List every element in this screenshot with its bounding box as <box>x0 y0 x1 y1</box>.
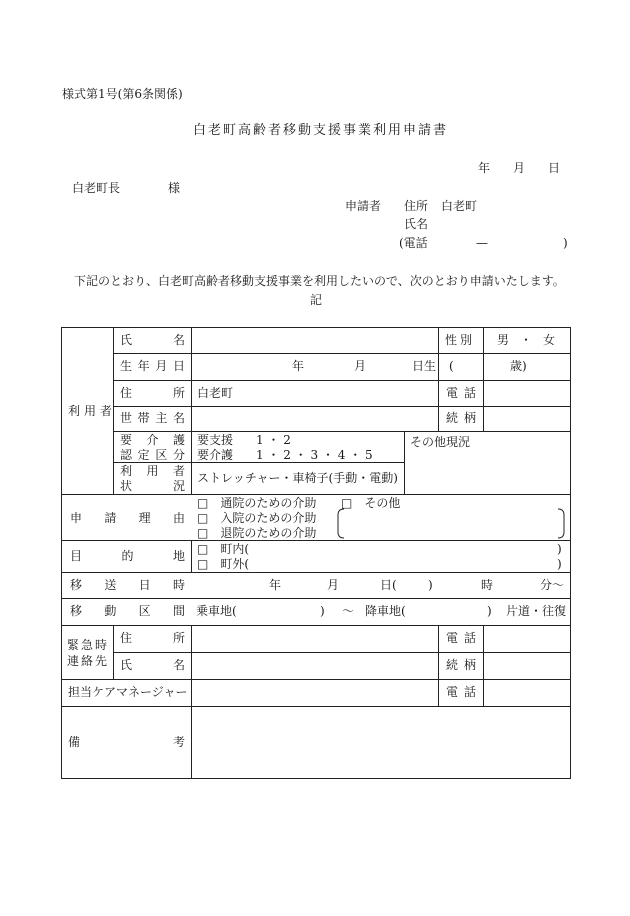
support-label: 要支援 <box>197 433 234 447</box>
care-cert-label-2: 認 定 区 分 <box>120 448 185 462</box>
emergency-contact-label-2: 連絡先 <box>67 654 110 668</box>
birthdate-label: 生 年 月 日 <box>120 359 185 373</box>
date-day: 日 <box>548 161 561 175</box>
remarks-field[interactable] <box>194 709 568 775</box>
applicant-address-label: 住所 <box>404 199 429 213</box>
household-head-label: 世 帯 主 名 <box>120 411 185 425</box>
care-level-label: 要介護 <box>197 448 234 462</box>
applicant-phone-dash: — <box>476 236 488 250</box>
ki-mark: 記 <box>310 293 323 307</box>
user-name-field[interactable] <box>194 330 436 351</box>
age-close: 歳) <box>510 359 527 373</box>
alighting-point[interactable]: 降車地( <box>365 604 406 618</box>
reason-other-bracket[interactable] <box>335 508 567 540</box>
usage-status-value[interactable]: ストレッチャー・車椅子(手動・電動) <box>197 471 398 485</box>
boarding-point[interactable]: 乗車地( <box>196 604 237 618</box>
support-levels[interactable]: 1 ・ 2 <box>256 433 291 447</box>
remarks-label: 備 考 <box>68 735 185 749</box>
reason-option-other[interactable]: □ その他 <box>341 496 401 510</box>
date-month: 月 <box>513 161 526 175</box>
reason-option-discharge[interactable]: □ 退院のための介助 <box>197 526 317 540</box>
document-title: 白老町高齢者移動支援事業利用申請書 <box>193 123 449 138</box>
other-status-label: その他現況 <box>410 435 471 449</box>
user-address-label: 住 所 <box>120 386 185 400</box>
transport-hour: 時 <box>481 578 494 592</box>
emergency-address-label: 住 所 <box>120 631 185 645</box>
addressee: 白老町長 <box>72 181 121 195</box>
addressee-honorific: 様 <box>168 181 181 195</box>
emergency-relation-label: 続 柄 <box>446 658 476 672</box>
date-year: 年 <box>478 161 491 175</box>
user-phone-label: 電 話 <box>446 386 476 400</box>
reason-option-outpatient[interactable]: □ 通院のための介助 <box>197 496 317 510</box>
applicant-phone-close: ) <box>563 236 568 250</box>
transport-dow-close: ) <box>428 578 433 592</box>
birth-year: 年 <box>292 359 305 373</box>
emergency-name-label: 氏 名 <box>120 658 185 672</box>
transport-day: 日( <box>380 578 397 592</box>
usage-status-label-1: 利 用 者 <box>120 464 185 478</box>
transport-year: 年 <box>269 578 282 592</box>
applicant-phone-label: (電話 <box>399 236 428 250</box>
boarding-point-close: ) <box>320 604 325 618</box>
destination-label: 目 的 地 <box>70 549 185 563</box>
age-open: ( <box>449 359 454 373</box>
usage-status-label-2: 状 況 <box>120 479 185 493</box>
route-section-label: 移 動 区 間 <box>70 604 185 618</box>
form-number: 様式第1号(第6条関係) <box>62 87 183 101</box>
destination-in-town[interactable]: □ 町内( <box>197 542 250 556</box>
reason-option-admission[interactable]: □ 入院のための介助 <box>197 511 317 525</box>
user-section-label: 利用者 <box>68 404 117 418</box>
alighting-point-close: ) <box>487 604 492 618</box>
applicant-address-value[interactable]: 白老町 <box>441 199 478 213</box>
birth-month: 月 <box>354 359 367 373</box>
gender-options[interactable]: 男 ・ 女 <box>497 333 555 347</box>
care-manager-label: 担当ケアマネージャー <box>68 685 188 699</box>
care-manager-phone-label: 電 話 <box>446 685 476 699</box>
emergency-phone-label: 電 話 <box>446 631 476 645</box>
trip-type[interactable]: 片道・往復 <box>506 604 567 618</box>
birth-day: 日生 <box>412 359 437 373</box>
transport-datetime-label: 移 送 日 時 <box>70 578 185 592</box>
reason-label: 申 請 理 由 <box>70 511 185 525</box>
user-address-value[interactable]: 白老町 <box>197 386 234 400</box>
user-name-label: 氏 名 <box>120 333 185 347</box>
destination-out-of-town[interactable]: □ 町外( <box>197 557 250 571</box>
applicant-name-label: 氏名 <box>404 217 429 231</box>
route-tilde: 〜 <box>342 604 355 618</box>
transport-minute: 分〜 <box>540 578 565 592</box>
destination-out-of-town-close: ) <box>557 557 562 571</box>
care-levels[interactable]: 1 ・ 2 ・ 3 ・ 4 ・ 5 <box>256 448 373 462</box>
relation-label: 続 柄 <box>446 411 476 425</box>
care-cert-label-1: 要 介 護 <box>120 433 185 447</box>
transport-month: 月 <box>327 578 340 592</box>
emergency-contact-label-1: 緊急時 <box>67 638 110 652</box>
applicant-label: 申請者 <box>345 199 382 213</box>
destination-in-town-close: ) <box>557 542 562 556</box>
gender-label: 性別 <box>445 333 476 347</box>
intro-text: 下記のとおり、白老町高齢者移動支援事業を利用したいので、次のとおり申請いたします。 <box>74 274 565 288</box>
